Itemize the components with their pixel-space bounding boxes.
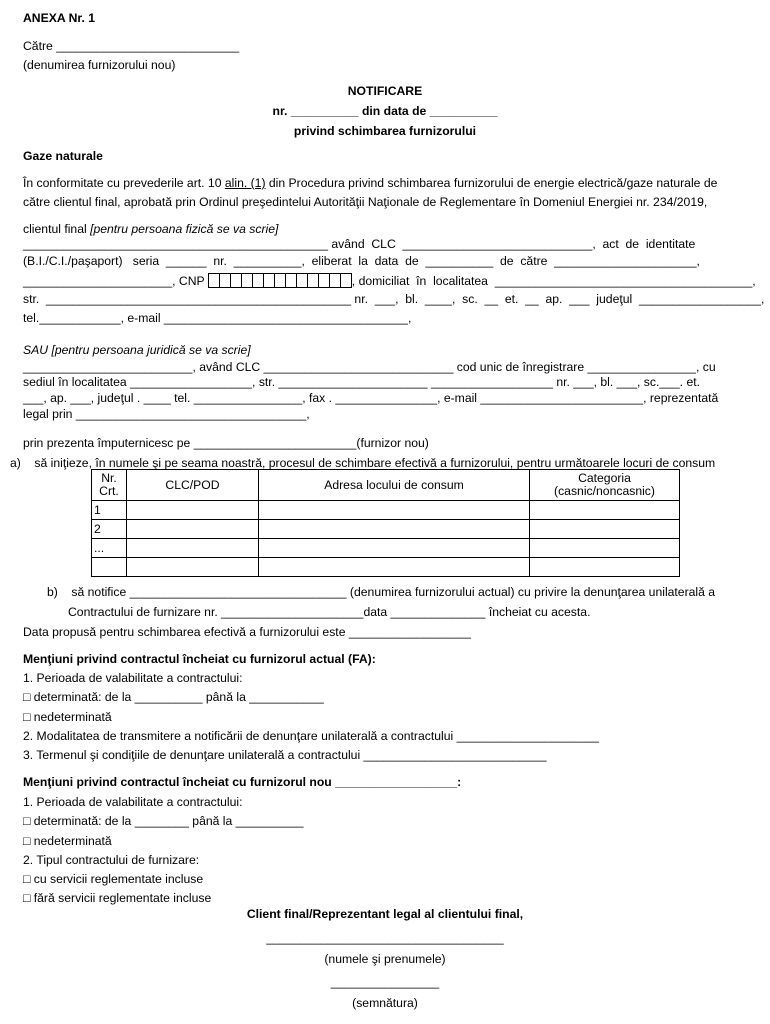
fn-item-2: □ determinată: de la ________ până la __________ (23, 814, 304, 828)
pj-line-3: ___, ap. ___, judeţul . ____ tel. ________________, fax . _______________, e-mail ________________________, reprezentată (23, 391, 719, 405)
pj-line-2: sediul în localitatea __________________, str. ______________________ __________________ nr. ___, bl. ___, sc.___. et. (23, 375, 700, 389)
row-number: 1 (92, 501, 127, 520)
address-cell[interactable] (259, 501, 530, 520)
header-category: Categoria (casnic/noncasnic) (530, 470, 680, 501)
pf-label (23, 222, 278, 236)
pf-line-3b: , domiciliat în localitatea ______________________________________, (351, 274, 756, 288)
pf-line-3a: ______________________, CNP (23, 274, 208, 288)
consumption-locations-table (91, 469, 680, 577)
category-cell[interactable] (530, 501, 680, 520)
clc-pod-cell[interactable] (127, 558, 259, 577)
header-address: Adresa locului de consum (259, 470, 530, 501)
clc-pod-cell[interactable] (127, 539, 259, 558)
signature-title: Client final/Reprezentant legal al clientului final, (246, 907, 524, 921)
intro-text-part-1: În conformitate cu prevederile art. 10 (23, 176, 225, 190)
authorization-line: prin prezenta împuternicesc pe ________________________(furnizor nou) (23, 436, 429, 450)
table-header-row (92, 470, 680, 501)
clc-pod-cell[interactable] (127, 520, 259, 539)
fa-item-3: □ nedeterminată (23, 710, 112, 724)
pf-label-italic: [pentru persoana fizică se va scrie] (90, 222, 279, 236)
fn-item-3: □ nedeterminată (23, 834, 112, 848)
item-b-line-1: b) să notifice ________________________________ (denumirea furnizorului actual) cu privire la denunţarea unilaterală a (47, 585, 716, 599)
clc-pod-cell[interactable] (127, 501, 259, 520)
fn-item-6: □ fără servicii reglementate incluse (23, 891, 212, 905)
category-cell[interactable] (530, 539, 680, 558)
header-nr-crt: Nr. Crt. (92, 470, 127, 501)
pf-label-plain: clientul final (23, 222, 91, 236)
recipient-note: (denumirea furnizorului nou) (23, 58, 176, 72)
table-row (92, 539, 680, 558)
fn-item-1: 1. Perioada de valabilitate a contractului: (23, 795, 243, 809)
pf-line-5: tel.____________, e-mail ____________________________________, (23, 311, 412, 325)
item-a: a) să iniţieze, în numele şi pe seama noastră, procesul de schimbare efectivă a furnizorului, pentru următoarele locuri de consum (10, 456, 716, 470)
pj-line-4: legal prin __________________________________, (23, 407, 310, 421)
address-cell[interactable] (259, 539, 530, 558)
cnp-boxes (208, 273, 352, 288)
pf-line-2: (B.I./C.I./paşaport) seria ______ nr. __________, eliberat la data de __________ de către _____________________, (23, 254, 700, 268)
document-number-line: nr. __________ din data de __________ (272, 104, 498, 118)
signature-line[interactable]: ________________ (330, 975, 440, 989)
intro-line-1 (23, 176, 717, 190)
table-row (92, 558, 680, 577)
intro-line-2: către clientul final, aprobată prin Ordinul preşedintelui Autorităţii Naţionale de Reglementare în Domeniul Energiei nr. 234/2019, (23, 195, 708, 209)
recipient-line: Către ___________________________ (23, 39, 240, 53)
fa-item-2: □ determinată: de la __________ până la ___________ (23, 690, 324, 704)
fn-item-4: 2. Tipul contractului de furnizare: (23, 853, 200, 867)
name-note: (numele şi prenumele) (324, 952, 446, 966)
address-cell[interactable] (259, 558, 530, 577)
fa-item-1: 1. Perioada de valabilitate a contractului: (23, 671, 243, 685)
header-clc-pod: CLC/POD (127, 470, 259, 501)
annex-number: ANEXA Nr. 1 (23, 11, 96, 25)
proposed-date-line: Data propusă pentru schimbarea efectivă a furnizorului este __________________ (23, 625, 471, 639)
category-cell[interactable] (530, 558, 680, 577)
new-supplier-title: Menţiuni privind contractul încheiat cu furnizorul nou __________________: (23, 775, 462, 789)
current-supplier-title: Menţiuni privind contractul încheiat cu furnizorul actual (FA): (23, 652, 376, 666)
alin-reference: alin. (1) (224, 176, 266, 190)
fa-item-5: 3. Termenul şi condiţiile de denunţare unilaterală a contractului ___________________________ (23, 748, 547, 762)
document-subtitle: privind schimbarea furnizorului (293, 124, 477, 138)
row-number: 2 (92, 520, 127, 539)
row-number: ... (92, 539, 127, 558)
pf-line-3 (23, 273, 756, 288)
pf-line-1: _____________________________________________ având CLC ____________________________, act de identitate (23, 237, 696, 251)
fn-item-5: □ cu servicii reglementate incluse (23, 872, 204, 886)
table-row (92, 501, 680, 520)
name-line[interactable]: ___________________________________ (266, 931, 504, 945)
row-number (92, 558, 127, 577)
intro-text-part-2: din Procedura privind schimbarea furnizorului de energie electrică/gaze naturale de (265, 176, 718, 190)
pj-line-1: _________________________, având CLC ____________________________ cod unic de înregistrare ________________, cu (23, 360, 716, 374)
item-b-line-2: Contractului de furnizare nr. _____________________data ______________ încheiat cu acesta. (68, 605, 591, 619)
pj-label: SAU [pentru persoana juridică se va scrie] (23, 343, 251, 357)
fa-item-4: 2. Modalitatea de transmitere a notificării de denunţare unilaterală a contractului _____________________ (23, 729, 599, 743)
table-row (92, 520, 680, 539)
address-cell[interactable] (259, 520, 530, 539)
category-cell[interactable] (530, 520, 680, 539)
section-gaze-naturale: Gaze naturale (23, 149, 103, 163)
pf-line-4: str. _____________________________________________ nr. ___, bl. ____, sc. __ et. __ ap. ___ judeţul __________________, (23, 292, 765, 306)
signature-note: (semnătura) (352, 996, 418, 1010)
document-title: NOTIFICARE (347, 84, 423, 98)
